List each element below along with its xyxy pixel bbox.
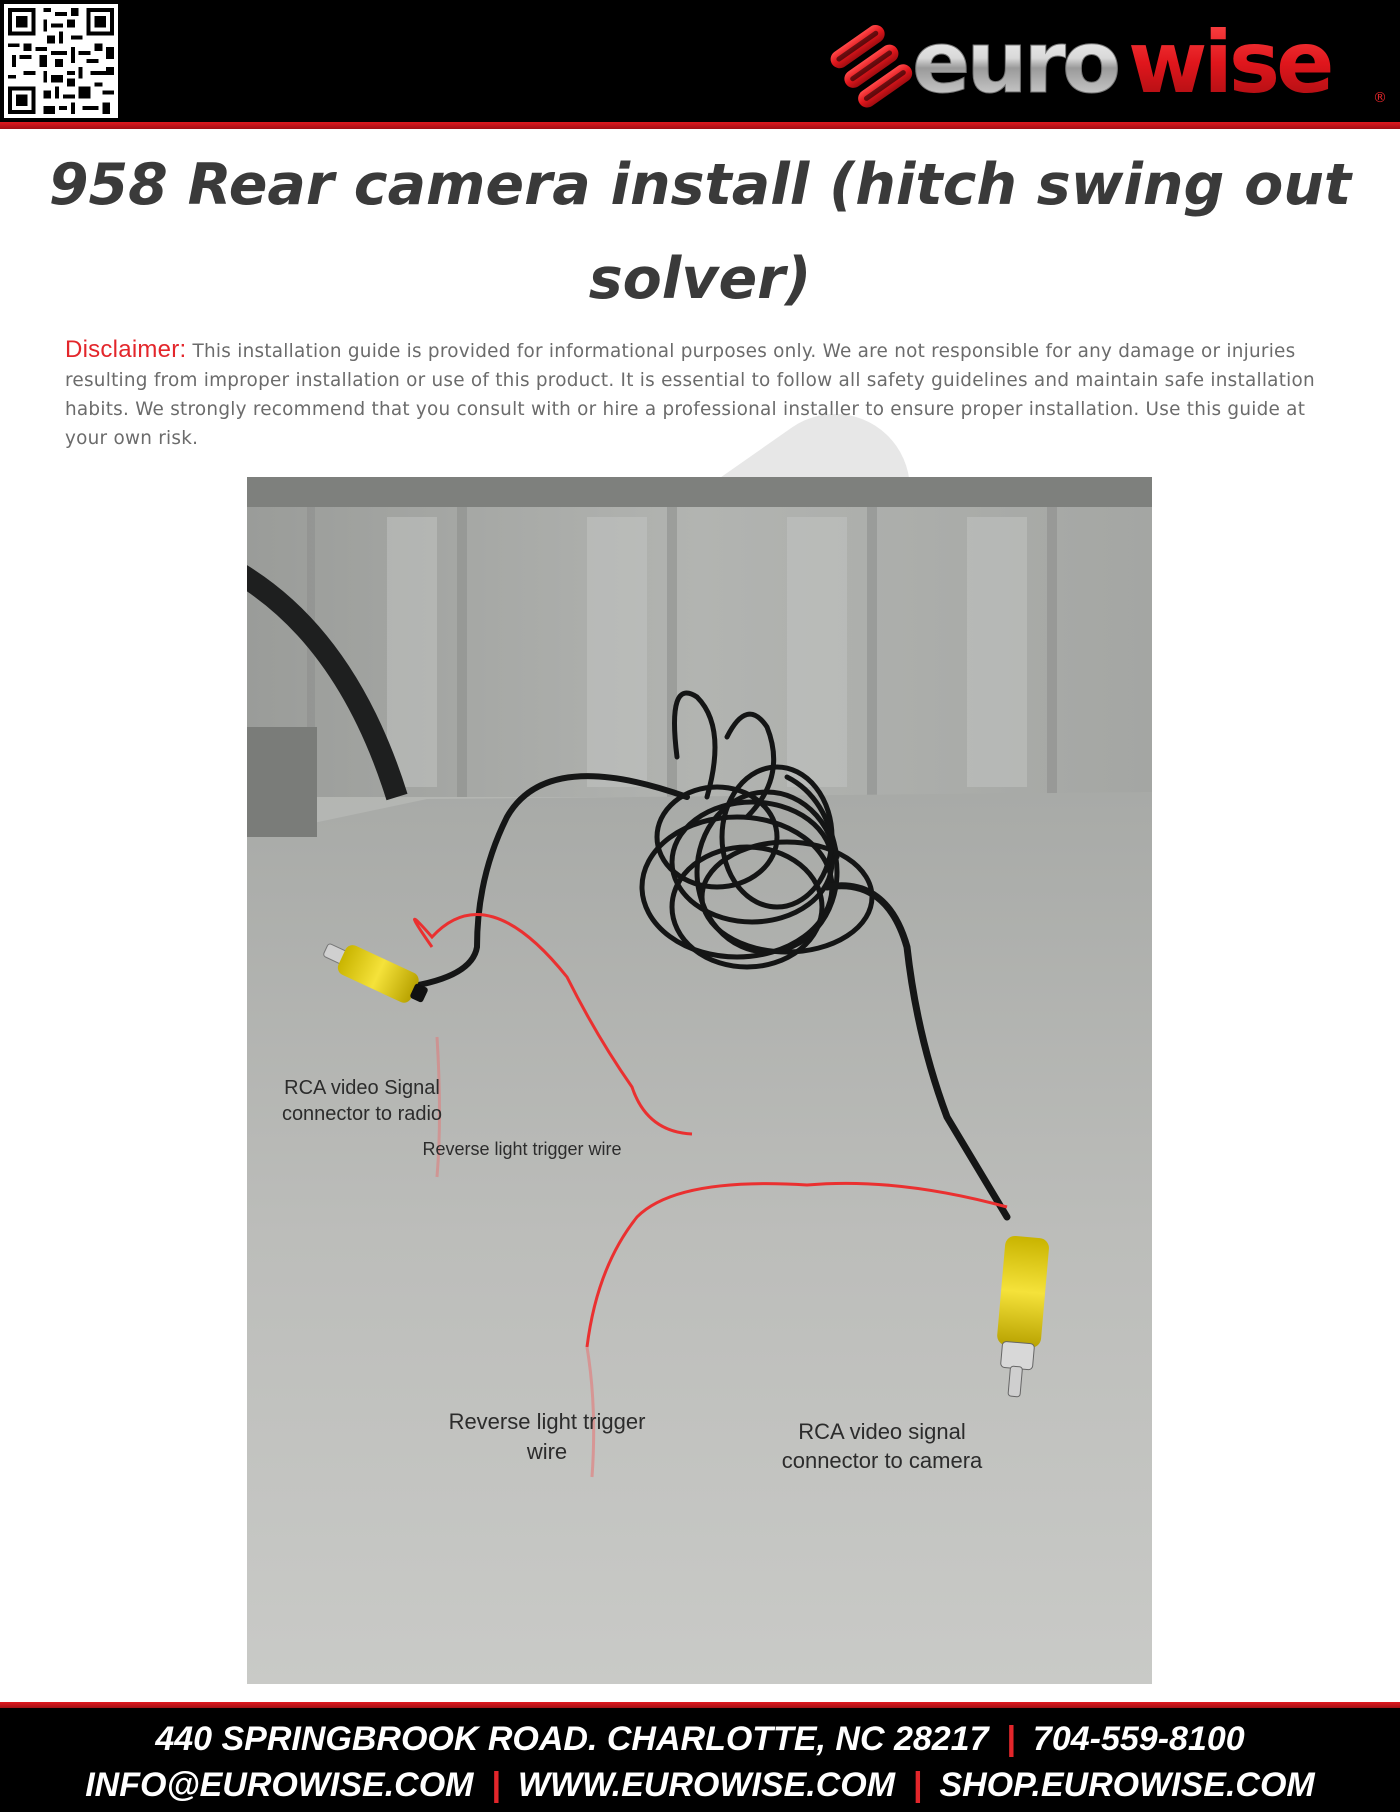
annotation-rca-radio: RCA video Signal connector to radio	[281, 1077, 443, 1125]
camera-wiring-photo	[247, 477, 1152, 1684]
logo-text: euro	[912, 13, 1118, 113]
footer-links-line	[0, 1763, 1400, 1807]
footer-contact-line	[0, 1717, 1400, 1761]
annotation-rca-camera: RCA video signal connector to camera	[781, 1419, 983, 1473]
page-title: 958 Rear camera install (hitch swing out solver)	[48, 152, 1352, 312]
logo-emblem-icon	[830, 21, 916, 111]
footer-address: 440 SPRINGBROOK ROAD. CHARLOTTE, NC 28217	[155, 1720, 989, 1758]
page-footer	[0, 1708, 1400, 1812]
footer-website-link[interactable]: WWW.EUROWISE.COM	[517, 1766, 896, 1804]
disclaimer	[65, 335, 1340, 453]
footer-shop-link[interactable]: SHOP.EUROWISE.COM	[939, 1766, 1315, 1804]
footer-separator: |	[912, 1766, 922, 1804]
disclaimer-label: Disclaimer:	[65, 336, 187, 363]
footer-phone[interactable]: 704-559-8100	[1032, 1720, 1245, 1758]
disclaimer-text: This installation guide is provided for informational purposes only. We are not responsible for any damage or injuries resulting from improper installation or use of this product. It is essential to follow all safety guidelines and maintain safe installation habits. We strongly recommend that you consult with or hire a professional installer to ensure proper installation. Use this guide at your own risk.	[65, 341, 1315, 449]
svg-text:wise: wise	[1128, 13, 1331, 113]
page-header	[0, 0, 1400, 122]
annotation-trigger-wire-upper: Reverse light trigger wire	[422, 1139, 622, 1159]
svg-text:®: ®	[1373, 90, 1387, 106]
qr-code-icon[interactable]	[4, 4, 118, 118]
footer-email-link[interactable]: INFO@EUROWISE.COM	[85, 1766, 474, 1804]
eurowise-logo[interactable]	[830, 8, 1390, 116]
header-divider	[0, 122, 1400, 129]
footer-separator: |	[490, 1766, 501, 1804]
footer-separator: |	[1005, 1720, 1016, 1758]
annotation-trigger-wire-lower: Reverse light trigger wire	[448, 1409, 646, 1464]
